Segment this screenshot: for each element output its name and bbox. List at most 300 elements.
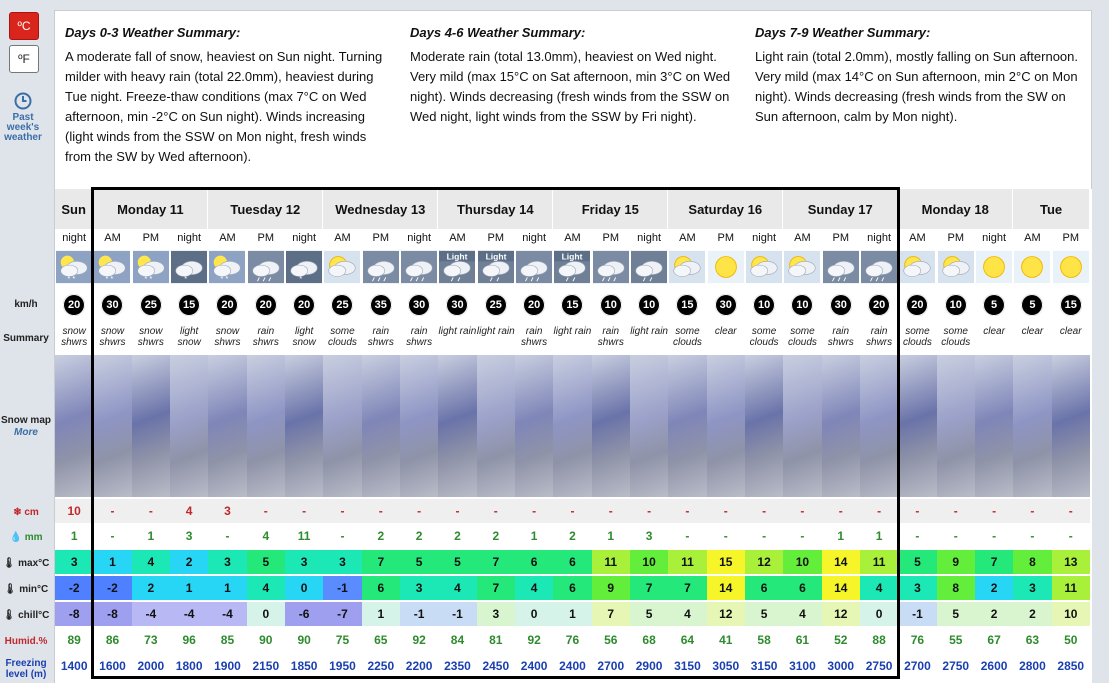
rain-mm-cell: 2: [438, 524, 476, 548]
wind-cell: [860, 291, 898, 319]
svg-text:* *: * *: [220, 274, 229, 284]
snow-cm-cell: -: [822, 499, 860, 523]
summary-cell: some clouds: [787, 326, 817, 348]
light-rain-icon: [439, 250, 475, 284]
humidity-cell: 50: [1052, 628, 1090, 652]
wind-direction-icon: 15: [178, 294, 200, 316]
wind-cell: [937, 291, 975, 319]
period-label: PM: [602, 232, 620, 244]
summary-cell: rain shwrs: [521, 326, 548, 348]
max-temp-cell: 3: [55, 550, 93, 574]
snow-map-thumbnail[interactable]: [362, 355, 400, 497]
summary-cell: rain shwrs: [367, 326, 394, 348]
snow-map-thumbnail[interactable]: [285, 355, 323, 497]
chill-temp-cell: -7: [323, 602, 361, 626]
min-temp-cell: 6: [553, 576, 591, 600]
chill-temp-cell: 3: [477, 602, 515, 626]
humidity-cell: 84: [438, 628, 476, 652]
min-temp-cell: 7: [668, 576, 706, 600]
wind-direction-icon: 10: [600, 294, 622, 316]
period-label: night: [637, 232, 662, 244]
wind-direction-icon: 20: [293, 294, 315, 316]
snow-map-thumbnail[interactable]: [1013, 355, 1051, 497]
min-temp-cell: -2: [93, 576, 131, 600]
snow-map-thumbnail[interactable]: [208, 355, 246, 497]
rain-mm-cell: 2: [400, 524, 438, 548]
summary-text: A moderate fall of snow, heaviest on Sun night. Turning milder with heavy rain (total 22.0mm), heaviest during Tue night. Freeze-thaw conditions (max 7°C on Wed afternoon, min -2°C on Sun night). Winds increasing (light winds from the SSW on Mon night, fresh winds from the SW by Wed afternoon).: [65, 49, 383, 164]
max-temp-cell: 7: [477, 550, 515, 574]
summary-cell: snow shwrs: [214, 326, 241, 348]
clear-icon: [1053, 250, 1089, 284]
snow-cm-cell: -: [247, 499, 285, 523]
wind-cell: [592, 291, 630, 319]
period-label: AM: [564, 232, 581, 244]
min-temp-cell: 14: [707, 576, 745, 600]
snow-map-thumbnail[interactable]: [630, 355, 668, 497]
left-sidebar: [0, 0, 50, 683]
snow-map-thumbnail[interactable]: [170, 355, 208, 497]
wind-cell: [477, 291, 515, 319]
period-label: PM: [372, 232, 390, 244]
period-label: PM: [1062, 232, 1079, 244]
snow-map-thumbnail[interactable]: [438, 355, 476, 497]
chill-temp-cell: 0: [860, 602, 898, 626]
past-weather-link[interactable]: [2, 92, 44, 143]
max-temp-cell: 1: [93, 550, 131, 574]
snow-cm-cell: 3: [208, 499, 246, 523]
freezing-level-cell: 2700: [898, 654, 936, 678]
chill-temp-cell: 1: [362, 602, 400, 626]
period-label: AM: [909, 232, 926, 244]
chill-temp-cell: -4: [132, 602, 170, 626]
wind-cell: [745, 291, 783, 319]
summary-days-4-6: [410, 23, 740, 127]
day-header[interactable]: Sunday 17: [783, 189, 898, 229]
rain-showers-icon: [516, 250, 552, 284]
freezing-level-cell: 1900: [208, 654, 246, 678]
chill-temp-text: chill°C: [18, 610, 50, 621]
wind-direction-icon: 20: [523, 294, 545, 316]
rain-showers-icon: [593, 250, 629, 284]
period-label: PM: [487, 232, 505, 244]
snow-map-thumbnail[interactable]: [898, 355, 936, 497]
freezing-level-line2: level (m): [5, 669, 47, 680]
summary-days-7-9: [755, 23, 1085, 127]
day-header[interactable]: Monday 18: [898, 189, 1013, 229]
humidity-cell: 81: [477, 628, 515, 652]
snow-cm-cell: 10: [55, 499, 93, 523]
chill-temp-cell: -4: [170, 602, 208, 626]
chill-temp-cell: 2: [1013, 602, 1051, 626]
freezing-level-cell: 2400: [553, 654, 591, 678]
light-snow-icon: [286, 250, 322, 284]
snow-map-thumbnail[interactable]: [668, 355, 706, 497]
wind-cell: [208, 291, 246, 319]
freezing-level-cell: 2900: [630, 654, 668, 678]
chill-temp-cell: 12: [707, 602, 745, 626]
snow-showers-icon: [94, 250, 130, 284]
snow-map-thumbnail[interactable]: [477, 355, 515, 497]
light-rain-icon: [554, 250, 590, 284]
rain-mm-cell: 1: [132, 524, 170, 548]
max-temp-cell: 11: [668, 550, 706, 574]
snow-showers-icon: [133, 250, 169, 284]
max-temp-cell: 7: [975, 550, 1013, 574]
summary-cell: some clouds: [672, 326, 702, 348]
min-temp-cell: 6: [745, 576, 783, 600]
freezing-level-cell: 3050: [707, 654, 745, 678]
rain-mm-cell: 1: [515, 524, 553, 548]
min-temp-cell: 2: [132, 576, 170, 600]
wind-direction-icon: 10: [638, 294, 660, 316]
period-label: AM: [104, 232, 121, 244]
freezing-level-cell: 3000: [822, 654, 860, 678]
snow-map-thumbnail[interactable]: [975, 355, 1013, 497]
min-temp-cell: 14: [822, 576, 860, 600]
humidity-cell: 92: [400, 628, 438, 652]
min-temp-cell: 7: [477, 576, 515, 600]
chill-temp-cell: 5: [937, 602, 975, 626]
rain-mm-text: mm: [24, 532, 43, 543]
rain-showers-icon: [248, 250, 284, 284]
snow-cm-cell: -: [707, 499, 745, 523]
max-temp-cell: 11: [592, 550, 630, 574]
snow-cm-cell: -: [783, 499, 821, 523]
period-label: PM: [142, 232, 160, 244]
snow-map-thumbnail[interactable]: [323, 355, 361, 497]
snow-map-thumbnail[interactable]: [707, 355, 745, 497]
snow-map-thumbnail[interactable]: [55, 355, 93, 497]
freezing-level-cell: 2400: [515, 654, 553, 678]
min-temp-text: min°C: [19, 584, 49, 595]
snow-map-thumbnail[interactable]: [247, 355, 285, 497]
snow-cm-cell: -: [937, 499, 975, 523]
svg-text:Light: Light: [485, 251, 507, 262]
max-temp-cell: 3: [323, 550, 361, 574]
thermometer-icon: 🌡: [2, 558, 19, 569]
rain-mm-cell: 3: [170, 524, 208, 548]
chill-temp-cell: -1: [438, 602, 476, 626]
summary-cell: snow shwrs: [99, 326, 126, 348]
snow-cm-cell: -: [592, 499, 630, 523]
freezing-level-cell: 1600: [93, 654, 131, 678]
min-temp-cell: 4: [515, 576, 553, 600]
period-label: night: [62, 232, 87, 244]
svg-text:* *: * *: [67, 274, 76, 284]
min-temp-cell: 2: [975, 576, 1013, 600]
snow-map-thumbnail[interactable]: [937, 355, 975, 497]
chill-temp-cell: 0: [515, 602, 553, 626]
snow-cm-cell: -: [553, 499, 591, 523]
chill-temp-cell: 12: [822, 602, 860, 626]
rain-mm-cell: 3: [630, 524, 668, 548]
freezing-level-cell: 1850: [285, 654, 323, 678]
snow-map-thumbnail[interactable]: [515, 355, 553, 497]
wind-cell: [55, 291, 93, 319]
rain-mm-label: [0, 532, 52, 543]
min-temp-cell: 8: [937, 576, 975, 600]
max-temp-cell: 11: [860, 550, 898, 574]
snow-map-thumbnail[interactable]: [860, 355, 898, 497]
humidity-cell: 88: [860, 628, 898, 652]
max-temp-label: [0, 558, 52, 569]
snow-cm-cell: -: [285, 499, 323, 523]
summary-cell: light rain: [630, 326, 668, 337]
snow-map-thumbnail[interactable]: [400, 355, 438, 497]
humidity-cell: 89: [55, 628, 93, 652]
freezing-level-cell: 2450: [477, 654, 515, 678]
clear-icon: [976, 250, 1012, 284]
day-header[interactable]: Saturday 16: [668, 189, 783, 229]
freezing-level-cell: 2150: [247, 654, 285, 678]
wind-direction-icon: 25: [331, 294, 353, 316]
period-label: AM: [334, 232, 351, 244]
summary-cell: rain shwrs: [252, 326, 279, 348]
rain-mm-cell: 1: [592, 524, 630, 548]
rain-mm-cell: 2: [553, 524, 591, 548]
max-temp-cell: 9: [937, 550, 975, 574]
period-label: AM: [679, 232, 696, 244]
humidity-cell: 52: [822, 628, 860, 652]
summary-title: Days 0-3 Weather Summary:: [65, 25, 241, 40]
summary-cell: some clouds: [902, 326, 932, 348]
wind-direction-icon: 30: [408, 294, 430, 316]
wind-direction-icon: 20: [906, 294, 928, 316]
clear-icon: [1014, 250, 1050, 284]
period-label: AM: [449, 232, 466, 244]
summary-cell: light rain: [476, 326, 515, 337]
snow-cm-cell: 4: [170, 499, 208, 523]
max-temp-cell: 3: [208, 550, 246, 574]
snow-cm-cell: -: [745, 499, 783, 523]
freezing-level-cell: 3100: [783, 654, 821, 678]
max-temp-cell: 10: [783, 550, 821, 574]
snow-map-thumbnail[interactable]: [592, 355, 630, 497]
rain-mm-cell: 4: [247, 524, 285, 548]
max-temp-cell: 14: [822, 550, 860, 574]
max-temp-cell: 13: [1052, 550, 1090, 574]
chill-temp-cell: -4: [208, 602, 246, 626]
snow-cm-cell: -: [1052, 499, 1090, 523]
freezing-level-cell: 1400: [55, 654, 93, 678]
snow-map-more-link[interactable]: More: [14, 427, 38, 438]
period-label: AM: [1024, 232, 1041, 244]
some-clouds-icon: [784, 250, 820, 284]
wind-direction-icon: 20: [868, 294, 890, 316]
period-label: PM: [947, 232, 964, 244]
period-label: AM: [794, 232, 811, 244]
min-temp-cell: -1: [323, 576, 361, 600]
wind-cell: [285, 291, 323, 319]
freezing-level-cell: 2700: [592, 654, 630, 678]
freezing-level-cell: 3150: [668, 654, 706, 678]
summary-cell: some clouds: [749, 326, 779, 348]
freezing-level-cell: 2800: [1013, 654, 1051, 678]
max-temp-cell: 5: [247, 550, 285, 574]
min-temp-cell: 7: [630, 576, 668, 600]
snow-map-thumbnail[interactable]: [93, 355, 131, 497]
some-clouds-icon: [899, 250, 935, 284]
wind-cell: [898, 291, 936, 319]
chill-temp-cell: 5: [745, 602, 783, 626]
some-clouds-icon: [669, 250, 705, 284]
freezing-level-label: [0, 658, 52, 680]
humidity-cell: 41: [707, 628, 745, 652]
chill-temp-cell: 0: [247, 602, 285, 626]
chill-temp-cell: 5: [630, 602, 668, 626]
humidity-cell: 58: [745, 628, 783, 652]
snow-cm-cell: -: [93, 499, 131, 523]
summary-cell: light rain: [438, 326, 477, 337]
min-temp-cell: 1: [208, 576, 246, 600]
snow-cm-cell: -: [898, 499, 936, 523]
humidity-cell: 90: [285, 628, 323, 652]
max-temp-cell: 5: [898, 550, 936, 574]
rain-mm-cell: -: [898, 524, 936, 548]
snow-cm-text: cm: [24, 507, 39, 518]
snow-cm-cell: -: [515, 499, 553, 523]
snow-map-thumbnail[interactable]: [553, 355, 591, 497]
celsius-button[interactable]: ºC: [9, 12, 39, 40]
day-header[interactable]: Friday 15: [553, 189, 668, 229]
freezing-level-cell: 2750: [937, 654, 975, 678]
day-header[interactable]: Tuesday 12: [208, 189, 323, 229]
humidity-cell: 67: [975, 628, 1013, 652]
snow-cm-cell: -: [362, 499, 400, 523]
day-header[interactable]: Monday 11: [93, 189, 208, 229]
rain-mm-cell: 11: [285, 524, 323, 548]
snow-map-thumbnail[interactable]: [822, 355, 860, 497]
max-temp-cell: 4: [132, 550, 170, 574]
snow-cm-cell: -: [1013, 499, 1051, 523]
snow-map-thumbnail[interactable]: [132, 355, 170, 497]
snow-map-thumbnail[interactable]: [745, 355, 783, 497]
wind-direction-icon: 30: [830, 294, 852, 316]
rain-mm-cell: -: [707, 524, 745, 548]
humidity-cell: 96: [170, 628, 208, 652]
max-temp-cell: 3: [285, 550, 323, 574]
day-header[interactable]: Sun: [55, 189, 93, 229]
rain-mm-cell: 2: [477, 524, 515, 548]
summary-title: Days 7-9 Weather Summary:: [755, 25, 931, 40]
period-label: night: [867, 232, 892, 244]
summary-title: Days 4-6 Weather Summary:: [410, 25, 586, 40]
rain-mm-cell: 2: [362, 524, 400, 548]
min-temp-cell: 4: [860, 576, 898, 600]
humidity-cell: 61: [783, 628, 821, 652]
humidity-label: Humid.%: [4, 636, 48, 647]
wind-cell: [362, 291, 400, 319]
fahrenheit-button[interactable]: ºF: [9, 45, 39, 73]
wind-cell: [975, 291, 1013, 319]
wind-direction-icon: 30: [715, 294, 737, 316]
rain-mm-cell: -: [783, 524, 821, 548]
chill-temp-cell: -1: [400, 602, 438, 626]
rain-mm-cell: -: [975, 524, 1013, 548]
summary-cell: snow shwrs: [137, 326, 164, 348]
svg-text:Light: Light: [561, 251, 583, 262]
wind-cell: [553, 291, 591, 319]
chill-temp-cell: -1: [898, 602, 936, 626]
summary-cell: clear: [983, 326, 1005, 337]
some-clouds-icon: [324, 250, 360, 284]
svg-text:*: *: [299, 274, 303, 284]
wind-cell: [132, 291, 170, 319]
snow-cm-cell: -: [860, 499, 898, 523]
wind-cell: [822, 291, 860, 319]
humidity-cell: 55: [937, 628, 975, 652]
summary-cell: some clouds: [941, 326, 971, 348]
weather-summary-panel: [54, 10, 1092, 190]
humidity-cell: 56: [592, 628, 630, 652]
humidity-cell: 68: [630, 628, 668, 652]
max-temp-cell: 15: [707, 550, 745, 574]
day-header[interactable]: Wednesday 13: [323, 189, 438, 229]
wind-direction-icon: 20: [255, 294, 277, 316]
day-header[interactable]: Thursday 14: [438, 189, 553, 229]
summary-cell: rain shwrs: [866, 326, 893, 348]
min-temp-cell: 3: [400, 576, 438, 600]
chill-temp-cell: 1: [553, 602, 591, 626]
wind-direction-icon: 15: [1060, 294, 1082, 316]
rain-mm-cell: -: [93, 524, 131, 548]
max-temp-cell: 7: [362, 550, 400, 574]
snow-map-thumbnail[interactable]: [1052, 355, 1090, 497]
summary-cell: clear: [1059, 326, 1082, 337]
wind-direction-icon: 5: [983, 294, 1005, 316]
freezing-level-cell: 1800: [170, 654, 208, 678]
wind-cell: [247, 291, 285, 319]
wind-cell: [1013, 291, 1051, 319]
wind-direction-icon: 15: [561, 294, 583, 316]
wind-direction-icon: 10: [945, 294, 967, 316]
summary-cell: clear: [1021, 326, 1044, 337]
period-label: night: [292, 232, 317, 244]
some-clouds-icon: [746, 250, 782, 284]
wind-cell: [1052, 291, 1090, 319]
chill-temp-label: [0, 610, 52, 621]
rain-mm-cell: -: [323, 524, 361, 548]
wind-direction-icon: 20: [63, 294, 85, 316]
snow-map-label: Snow map: [0, 415, 51, 426]
past-weather-line1: Past: [12, 112, 34, 123]
rain-mm-cell: -: [1013, 524, 1051, 548]
summary-cell: light snow: [177, 326, 201, 348]
wind-direction-icon: 25: [485, 294, 507, 316]
snow-cm-cell: -: [668, 499, 706, 523]
day-header[interactable]: Tue: [1013, 189, 1090, 229]
freezing-level-cell: 2850: [1052, 654, 1090, 678]
wind-direction-icon: 30: [446, 294, 468, 316]
min-temp-label: [0, 584, 52, 595]
max-temp-cell: 5: [438, 550, 476, 574]
rain-mm-cell: -: [668, 524, 706, 548]
chill-temp-cell: -8: [55, 602, 93, 626]
min-temp-cell: 4: [438, 576, 476, 600]
wind-cell: [93, 291, 131, 319]
period-label: night: [407, 232, 432, 244]
wind-cell: [783, 291, 821, 319]
wind-direction-icon: 20: [216, 294, 238, 316]
light-rain-icon: [631, 250, 667, 284]
freezing-level-cell: 2600: [975, 654, 1013, 678]
summary-cell: light snow: [292, 326, 316, 348]
wind-direction-icon: 30: [101, 294, 123, 316]
period-label: night: [522, 232, 547, 244]
snow-showers-icon: [56, 250, 92, 284]
period-label: PM: [832, 232, 849, 244]
snow-map-thumbnail[interactable]: [783, 355, 821, 497]
